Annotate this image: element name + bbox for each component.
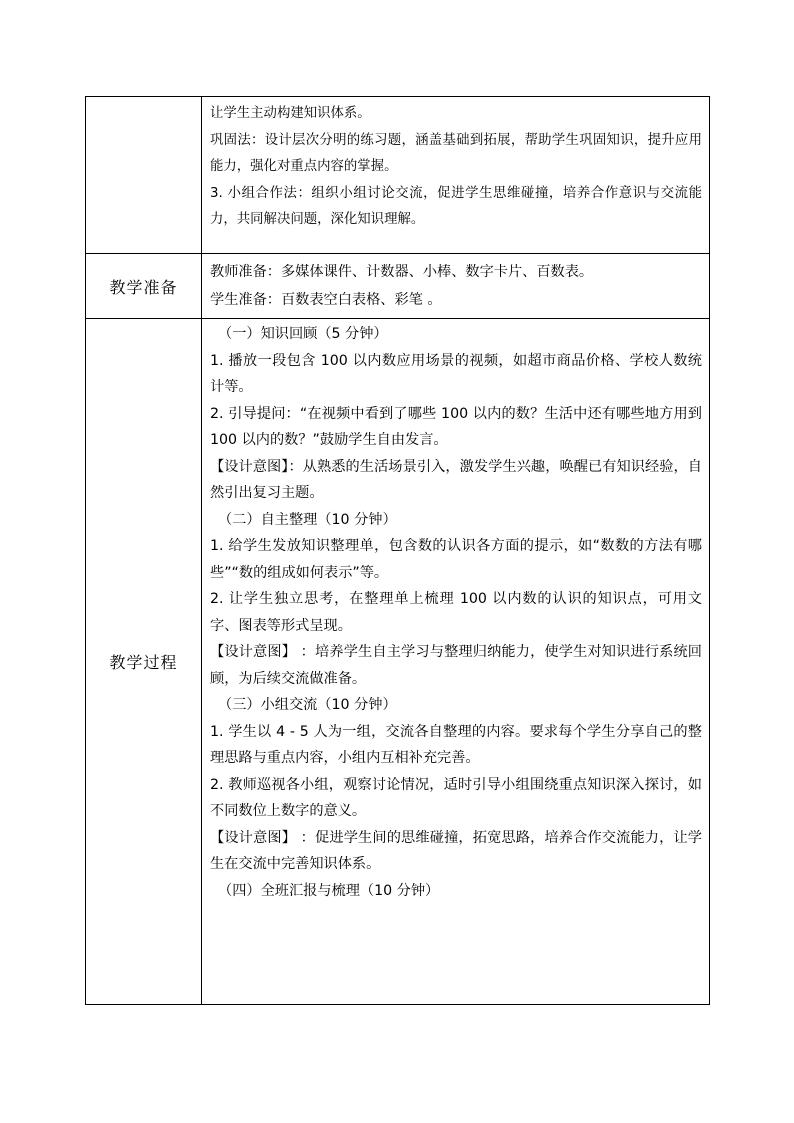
section-heading: （四）全班汇报与梳理（10 分钟） xyxy=(218,882,440,899)
design-intent: 【设计意图】 ：促进学生间的思维碰撞，拓宽思路，培养合作交流能力，让学生在交流中完善知识体系。 xyxy=(210,829,702,872)
row-label-empty xyxy=(86,97,202,254)
section-heading: （三）小组交流（10 分钟） xyxy=(218,697,397,713)
table-row-preparation xyxy=(86,254,710,319)
design-intent: 【设计意图】 ：培养学生自主学习与整理归纳能力，使学生对知识进行系统回顾，为后续交流做准备。 xyxy=(210,644,702,687)
process-content xyxy=(202,319,710,1005)
row-label-process: 教学过程 xyxy=(86,319,202,1005)
process-line: 2. 让学生独立思考，在整理单上梳理 100 以内数的认识的知识点，可用文字、图表等形式呈现。 xyxy=(210,591,702,634)
methods-line: 巩固法：设计层次分明的练习题，涵盖基础到拓展，帮助学生巩固知识，提升应用能力，强化对重点内容的掌握。 xyxy=(210,132,702,174)
lesson-plan-table xyxy=(85,96,710,1005)
preparation-line: 教师准备：多媒体课件、计数器、小棒、数字卡片、百数表。 xyxy=(210,264,594,280)
section-heading: （一）知识回顾（5 分钟） xyxy=(218,326,388,342)
process-line: 1. 学生以 4 - 5 人为一组，交流各自整理的内容。要求每个学生分享自己的整理思路与重点内容，小组内互相补充完善。 xyxy=(210,723,702,766)
process-line: 1. 给学生发放知识整理单，包含数的认识各方面的提示，如“数数的方法有哪些”“数的组成如何表示”等。 xyxy=(210,538,702,581)
methods-line: 让学生主动构建知识体系。 xyxy=(210,106,371,121)
table-row-methods xyxy=(86,97,710,254)
methods-content xyxy=(202,97,710,254)
section-heading: （二）自主整理（10 分钟） xyxy=(218,511,397,528)
methods-line: 3. 小组合作法：组织小组讨论交流，促进学生思维碰撞，培养合作意识与交流能力，共同解决问题，深化知识理解。 xyxy=(210,185,702,227)
preparation-line: 学生准备：百数表空白表格、彩笔 。 xyxy=(210,292,442,308)
design-intent: 【设计意图】：从熟悉的生活场景引入，激发学生兴趣，唤醒已有知识经验，自然引出复习主题。 xyxy=(210,458,702,501)
process-line: 1. 播放一段包含 100 以内数应用场景的视频，如超市商品价格、学校人数统计等。 xyxy=(210,352,702,395)
process-line: 2. 教师巡视各小组，观察讨论情况，适时引导小组围绕重点知识深入探讨，如不同数位上数字的意义。 xyxy=(210,776,702,819)
row-label-preparation: 教学准备 xyxy=(86,254,202,319)
table-row-process xyxy=(86,319,710,1005)
process-line: 2. 引导提问：“在视频中看到了哪些 100 以内的数？生活中还有哪些地方用到 100 以内的数？”鼓励学生自由发言。 xyxy=(210,405,702,448)
preparation-content xyxy=(202,254,710,319)
